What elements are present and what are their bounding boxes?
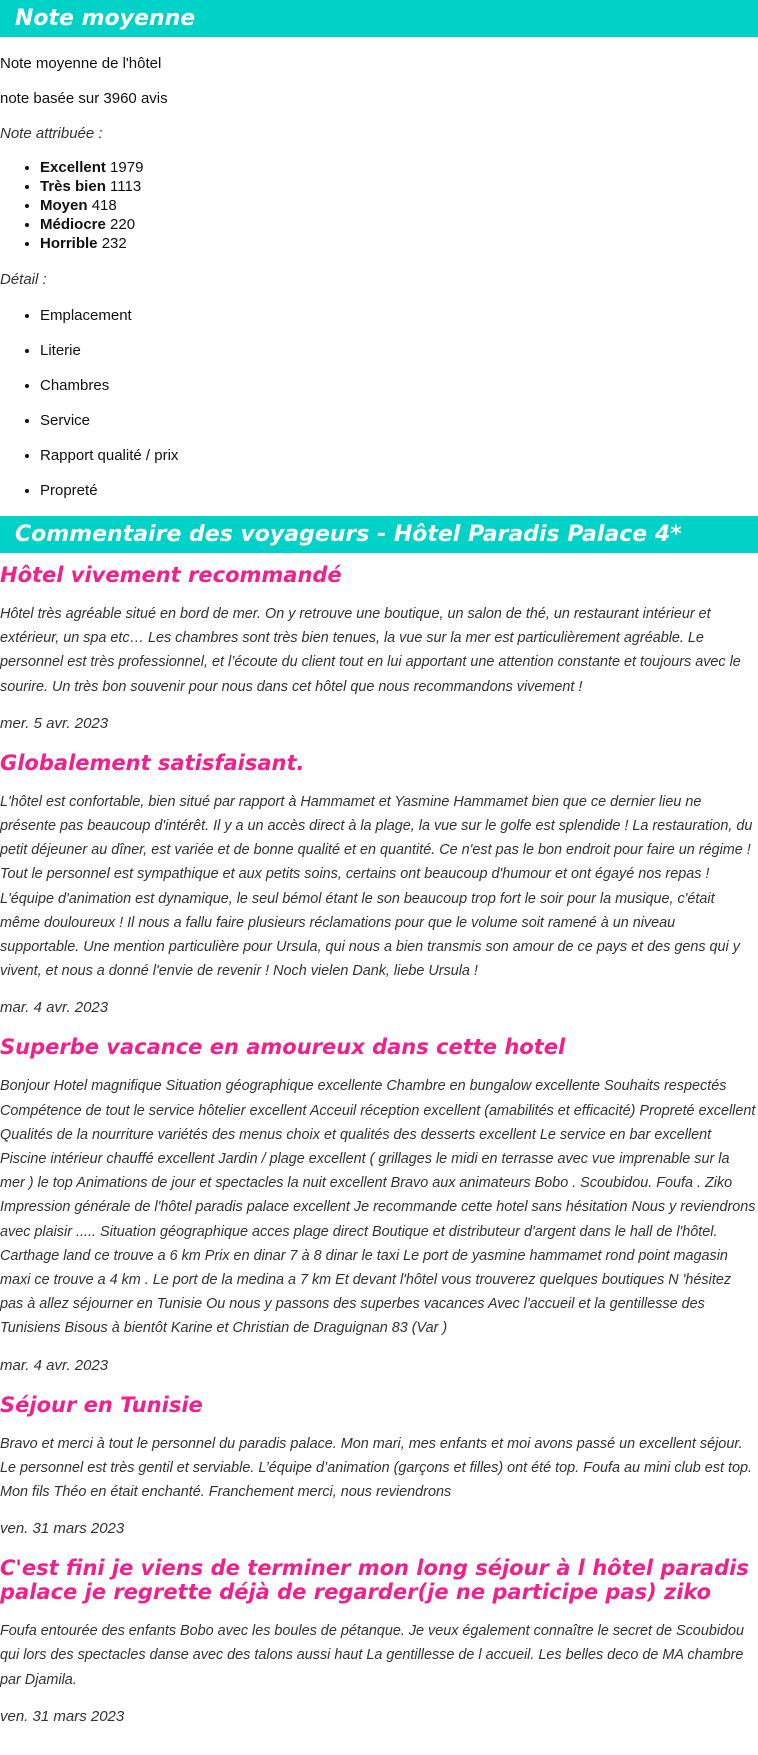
review-text: Hôtel très agréable situé en bord de mer. On y retrouve une boutique, un salon de thé, un restaurant intérieur et extérieur, un spa etc… Les chambres sont très bien tenues, la vue sur la mer est particulièrement agréable. Le personnel est très professionnel, et l’écoute du client tout en lui apportant une attention constante et toujours avec le sourire. Un très bon souvenir pour nous dans cet hôtel que nous recommandons vivement !: [0, 606, 741, 695]
detail-item: • Emplacement: [40, 305, 758, 327]
review-title: Superbe vacance en amoureux dans cette hotel: [0, 1035, 566, 1060]
ratings-distribution: [0, 158, 758, 253]
rating-mediocre: • Médiocre 220: [40, 215, 758, 234]
review: [0, 1035, 758, 1376]
detail-item: • Service: [40, 410, 758, 432]
reviews-header: Commentaire des voyageurs - Hôtel Paradis Palace 4*: [0, 516, 758, 553]
review-title: Globalement satisfaisant.: [0, 750, 305, 775]
review-date: ven. 31 mars 2023: [0, 1520, 125, 1538]
review-date: mar. 4 avr. 2023: [0, 999, 109, 1017]
ratings-label: Note attribuée :: [0, 125, 103, 142]
review: [0, 751, 758, 1020]
detail-item: • Propreté: [40, 480, 758, 502]
rating-moyen: • Moyen 418: [40, 196, 758, 215]
detail-list: [0, 305, 758, 502]
review-title: Séjour en Tunisie: [0, 1392, 203, 1417]
review-title: C'est fini je viens de terminer mon long séjour à l hôtel paradis palace je regrette déjà de regarder(je ne participe pas) ziko: [0, 1556, 749, 1605]
review-text: Bonjour Hotel magnifique Situation géographique excellente Chambre en bungalow excellente Souhaits respectés Compétence de tout le service hôtelier excellent Acceuil réception excellent (amabilités et efficacité) Propreté excellent Qualités de la nourriture variétés des menus choix et qualités des desserts excellent Le service en bar excellent Piscine intérieur chauffé excellent Jardin / plage excellent ( grillages le midi en terrasse avec vue imprenable sur la mer ) le top Animations de jour et spectacles la nuit excellent Bravo aux animateurs Bobo . Scoubidou. Foufa . Ziko Impression générale de l'hôtel paradis palace excellent Je recommande cette hotel sans hésitation Nous y reviendrons avec plaisir ..... Situation géographique acces plage direct Boutique et distributeur d'argent dans le hall de l'hôtel. Carthage land ce trouve a 6 km Prix en dinar 7 à 8 dinar le taxi Le port de yasmine hammamet rond point magasin maxi ce trouve a 4 km . Le port de la medina a 7 km Et devant l'hôtel vous trouverez quelques boutiques N 'hésitez pas à allez séjourner en Tunisie Ou nous y passons des superbes vacances Avec l'accueil et la gentillesse des Tunisiens Bisous à bientôt Karine et Christian de Draguignan 83 (Var ): [0, 1078, 756, 1337]
review-title: Hôtel vivement recommandé: [0, 563, 342, 587]
review: [0, 1393, 758, 1541]
review: [0, 563, 758, 735]
rating-tres-bien: • Très bien 1113: [40, 177, 758, 196]
reviews-count: note basée sur 3960 avis: [0, 90, 168, 107]
review-text: L'hôtel est confortable, bien situé par rapport à Hammamet et Yasmine Hammamet bien que ce dernier lieu ne présente pas beaucoup d'intérêt. Il y a un accès direct à la plage, la vue sur le golfe est splendide ! La restauration, du petit déjeuner au dîner, est variée et de bonne qualité et en quantité. Ce n'est pas le bon endroit pour faire un régime ! Tout le personnel est sympathique et aux petits soins, certains ont beaucoup d'humour et ont égayé nos repas ! L'équipe d'animation est dynamique, le seul bémol étant le son beaucoup trop fort le soir pour la musique, c'était même douloureux ! Il nous a fallu faire plusieurs réclamations pour que le volume soit ramené à un niveau supportable. Une mention particulière pour Ursula, qui nous a bien transmis son amour de ce pays et des gens qui y vivent, et nous a donné l'envie de revenir ! Noch vielen Dank, liebe Ursula !: [0, 793, 753, 980]
detail-item: • Rapport qualité / prix: [40, 445, 758, 467]
detail-item: • Literie: [40, 340, 758, 362]
detail-label: Détail :: [0, 271, 47, 288]
rating-excellent: • Excellent 1979: [40, 158, 758, 177]
review: [0, 1556, 758, 1728]
summary-subtitle: Note moyenne de l'hôtel: [0, 55, 162, 72]
review-text: Foufa entourée des enfants Bobo avec les boules de pétanque. Je veux également connaître le secret de Scoubidou qui lors des spectacles danse avec des talons aussi haut La gentillesse de l accueil. Les belles deco de MA chambre par Djamila.: [0, 1623, 745, 1688]
review-date: mer. 5 avr. 2023: [0, 714, 109, 732]
rating-horrible: • Horrible 232: [40, 234, 758, 253]
detail-item: • Chambres: [40, 375, 758, 397]
review-text: Bravo et merci à tout le personnel du paradis palace. Mon mari, mes enfants et moi avons passé un excellent séjour. Le personnel est très gentil et serviable. L’équipe d’animation (garçons et filles) ont été top. Foufa au mini club est top. Mon fils Théo en était enchanté. Franchement merci, nous reviendrons: [0, 1435, 752, 1501]
review-date: mar. 4 avr. 2023: [0, 1356, 109, 1374]
review-date: ven. 31 mars 2023: [0, 1707, 125, 1725]
summary-header: Note moyenne: [0, 0, 758, 37]
